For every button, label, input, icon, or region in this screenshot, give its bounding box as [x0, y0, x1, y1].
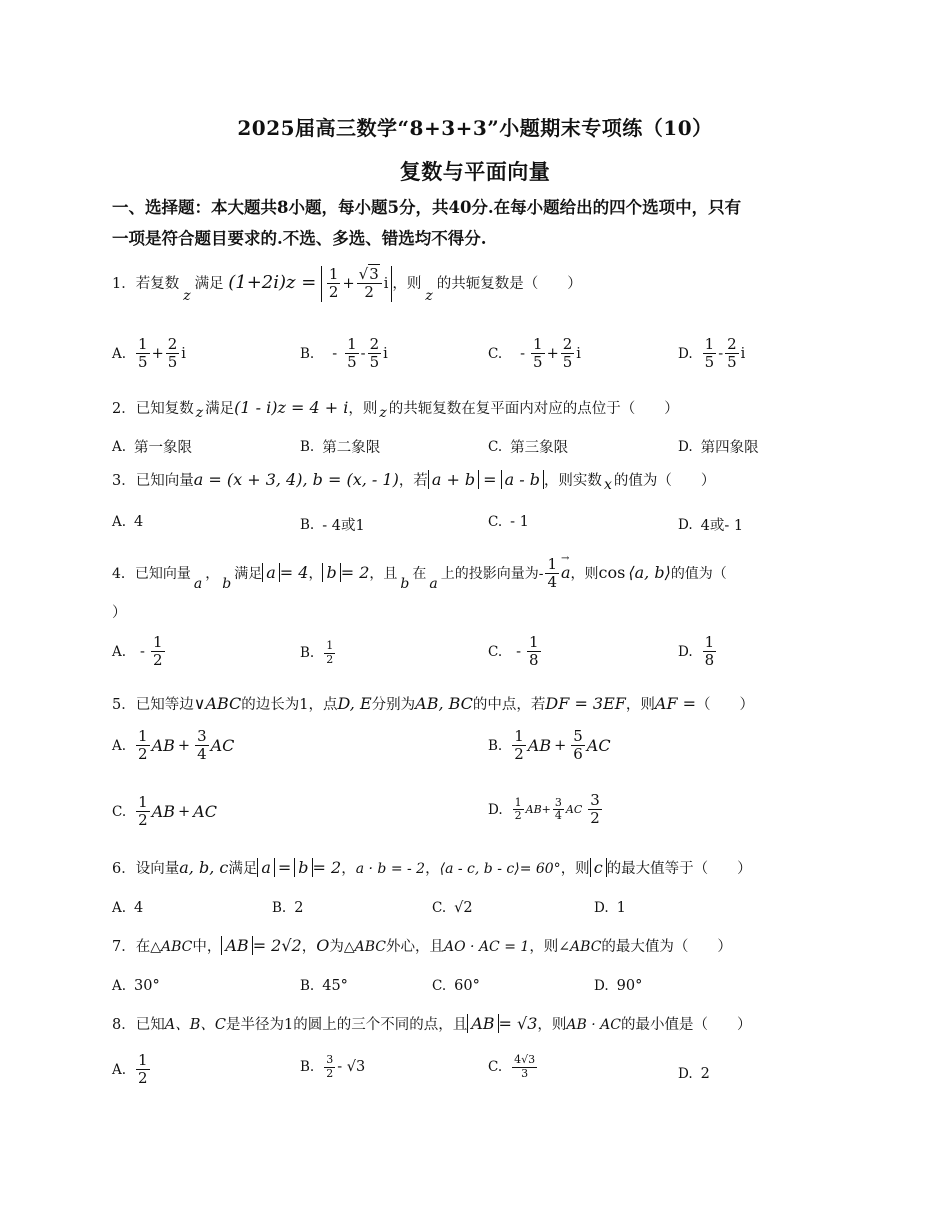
q7-option-d[interactable]: D. 90°	[594, 978, 643, 994]
question-3: 3．已知向量a = (x + 3, 4), b = (x, - 1)，若 a + b = a - b ，则实数 x 的值为（ ）	[112, 470, 716, 493]
section-heading: 一、选择题：本大题共8小题，每小题5分，共40分.在每小题给出的四个选项中，只有 一项是符合题目要求的.不选、多选、错选均不得分.	[112, 198, 742, 248]
q4-option-b[interactable]: B. $\frac{1}{2}$	[300, 639, 334, 666]
q3-option-d[interactable]: D. 4或- 1	[678, 516, 744, 534]
q6-option-b[interactable]: B. 2	[272, 900, 304, 916]
q3-option-b[interactable]: B. - 4或1	[300, 516, 365, 534]
q8-option-a[interactable]: A. $\frac{1}{2}$	[112, 1051, 148, 1088]
question-7: 7．在△ABC中， AB = 2√2，O为△ABC外心，且AO · AC = 1，则∠ABC的最大值为（ ）	[112, 936, 732, 955]
q1-option-b[interactable]: B. - $\frac{1}{5}$ - $\frac{2}{5}$ i	[300, 335, 388, 372]
q2-option-a[interactable]: A. 第一象限	[112, 438, 193, 456]
q4-option-a[interactable]: A. - $\frac{1}{2}$	[112, 633, 163, 670]
q1-option-c[interactable]: C. - $\frac{1}{5}$ + $\frac{2}{5}$ i	[488, 335, 581, 372]
modulus-expression: $\frac{1}{2}$ + $\frac{√3}{2}$ i	[321, 266, 392, 302]
q8-option-c[interactable]: C. $\frac{4√3}{3}$	[488, 1053, 536, 1080]
q4-option-d[interactable]: D. $\frac{1}{8}$	[678, 633, 715, 670]
q3-option-c[interactable]: C. - 1	[488, 514, 529, 530]
q7-option-c[interactable]: C. 60°	[432, 978, 480, 994]
q5-option-b[interactable]: B. $\frac{1}{2}$ AB + $\frac{5}{6}$ AC	[488, 727, 611, 764]
q6-option-c[interactable]: C. √2	[432, 900, 473, 916]
question-4: 4．已知向量a，b满足 a = 4， b = 2，且b在a上的投影向量为- $\frac{1}{4}$ → a，则cos ⟨a, b⟩的值为（	[112, 556, 847, 592]
q4-option-c[interactable]: C. - $\frac{1}{8}$	[488, 633, 539, 670]
q7-option-a[interactable]: A. 30°	[112, 978, 160, 994]
q2-option-b[interactable]: B. 第二象限	[300, 438, 381, 456]
question-6: 6．设向量a, b, c满足 a = b = 2，a · b = - 2，⟨a - c, b - c⟩= 60°，则 c 的最大值等于（ ）	[112, 858, 752, 877]
question-2: 2．已知复数 z 满足(1 - i)z = 4 + i，则 z 的共轭复数在复平面内对应的点位于（ ）	[112, 398, 679, 421]
q2-option-d[interactable]: D. 第四象限	[678, 438, 759, 456]
worksheet-title: 2025届高三数学“8+3+3”小题期末专项练（10）	[237, 116, 713, 140]
q6-option-a[interactable]: A. 4	[112, 900, 144, 916]
q3-option-a[interactable]: A. 4	[112, 514, 144, 530]
q1-option-a[interactable]: A. $\frac{1}{5}$ + $\frac{2}{5}$ i	[112, 335, 186, 372]
q5-option-a[interactable]: A. $\frac{1}{2}$ AB + $\frac{3}{4}$ AC	[112, 727, 235, 764]
q7-option-b[interactable]: B. 45°	[300, 978, 348, 994]
question-1: 1．若复数z满足 (1+2i)z = $\frac{1}{2}$ + $\frac{√3}{2}$ i ，则z的共轭复数是（ ）	[112, 265, 582, 304]
q1-option-d[interactable]: D. $\frac{1}{5}$ - $\frac{2}{5}$ i	[678, 335, 746, 372]
q6-option-d[interactable]: D. 1	[594, 900, 626, 916]
question-5: 5．已知等边∨ABC的边长为1，点D, E分别为AB, BC的中点，若DF = 3EF，则AF =（ ）	[112, 694, 755, 713]
q5-option-c[interactable]: C. $\frac{1}{2}$ AB + AC	[112, 793, 217, 830]
q5-option-d[interactable]: D. $\frac{1}{2}$ AB + $\frac{3}{4}$ AC $\frac{3}{2}$	[488, 791, 600, 828]
question-4-line-2: ）	[112, 605, 127, 621]
question-8: 8．已知A、B、C是半径为1的圆上的三个不同的点，且 AB = √3，则AB · AC的最小值是（ ）	[112, 1014, 752, 1033]
q2-option-c[interactable]: C. 第三象限	[488, 438, 569, 456]
worksheet-subtitle: 复数与平面向量	[399, 159, 551, 184]
q8-option-b[interactable]: B. $\frac{3}{2}$ - √3	[300, 1053, 366, 1080]
q8-option-d[interactable]: D. 2	[678, 1066, 710, 1082]
